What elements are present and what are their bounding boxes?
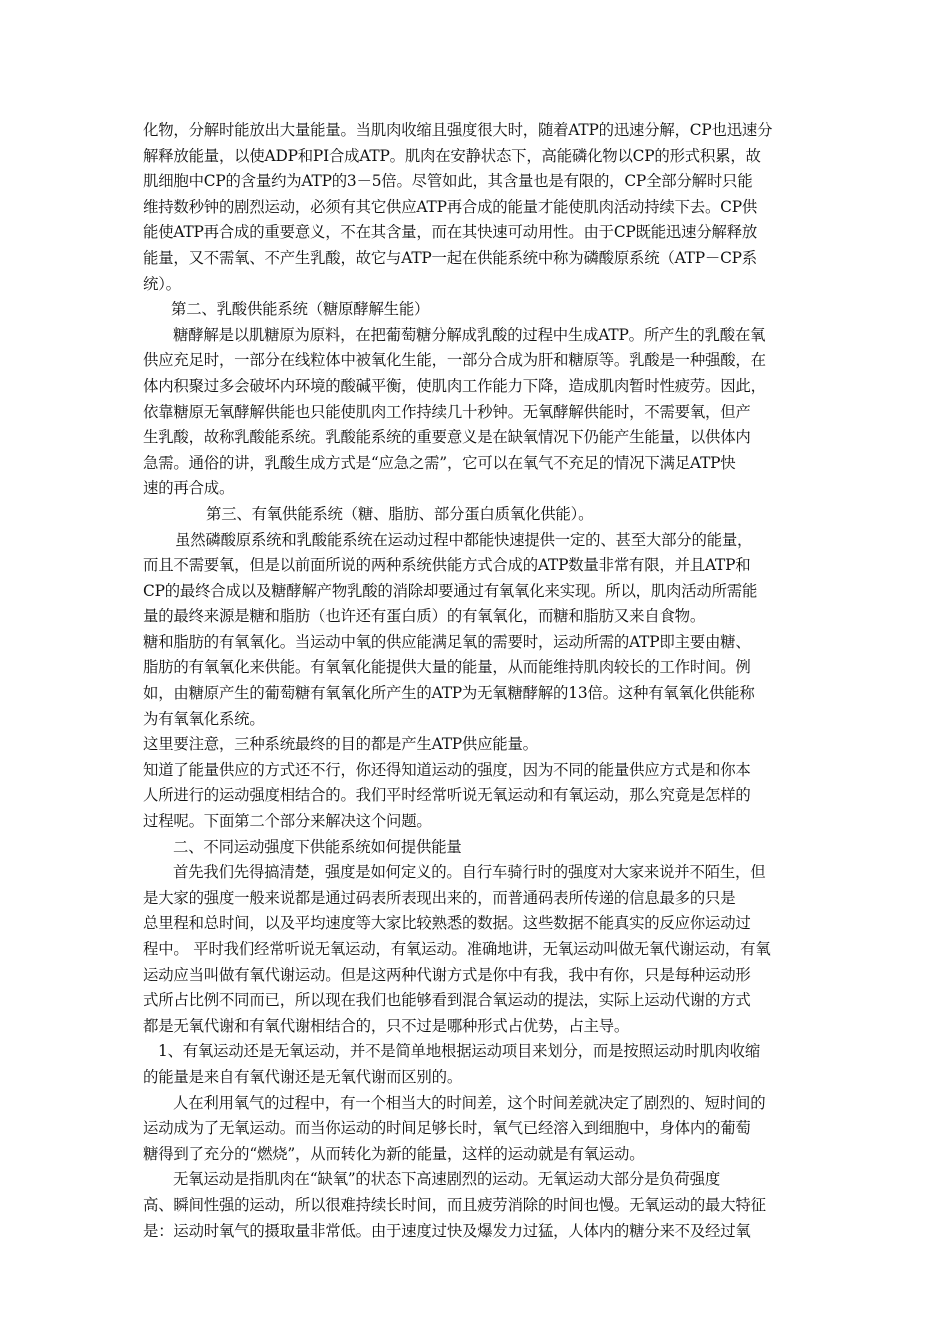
- text-line: 脂肪的有氧氧化来供能。有氧氧化能提供大量的能量，从而能维持肌肉较长的工作时间。例: [143, 658, 751, 677]
- text-line: 无氧运动是指肌肉在“缺氧”的状态下高速剧烈的运动。无氧运动大部分是负荷强度: [173, 1170, 721, 1189]
- text-line: 这里要注意，三种系统最终的目的都是产生ATP供应能量。: [143, 735, 538, 754]
- section-heading: 第二、乳酸供能系统（糖原酵解生能）: [171, 300, 430, 319]
- text-line: 糖和脂肪的有氧氧化。当运动中氧的供应能满足氧的需要时，运动所需的ATP即主要由糖、: [143, 632, 751, 651]
- text-line: 生乳酸，故称乳酸能系统。乳酸能系统的重要意义是在缺氧情况下仍能产生能量，以供体内: [143, 428, 751, 447]
- text-line: 供应充足时，一部分在线粒体中被氧化生能，一部分合成为肝和糖原等。乳酸是一种强酸，在: [143, 351, 766, 370]
- text-line: 是大家的强度一般来说都是通过码表所表现出来的，而普通码表所传递的信息最多的只是: [143, 888, 736, 907]
- text-line: 化物，分解时能放出大量能量。当肌肉收缩且强度很大时，随着ATP的迅速分解，CP也迅速分: [143, 121, 773, 139]
- text-line: 运动应当叫做有氧代谢运动。但是这两种代谢方式是你中有我，我中有你，只是每种运动形: [143, 965, 751, 984]
- text-line: 高、瞬间性强的运动，所以很难持续长时间，而且疲劳消除的时间也慢。无氧运动的最大特征: [143, 1195, 766, 1214]
- text-line: 虽然磷酸原系统和乳酸能系统在运动过程中都能快速提供一定的、甚至大部分的能量，: [175, 530, 753, 549]
- text-line: 而且不需要氧，但是以前面所说的两种系统供能方式合成的ATP数量非常有限，并且ATP和: [143, 556, 751, 575]
- text-line: 速的再合成。: [143, 479, 235, 498]
- text-line: 体内积聚过多会破坏内环境的酸碱平衡，使肌肉工作能力下降，造成肌肉暂时性疲劳。因此，: [143, 376, 766, 395]
- text-line: 知道了能量供应的方式还不行，你还得知道运动的强度，因为不同的能量供应方式是和你本: [143, 760, 751, 779]
- text-line: 是：运动时氧气的摄取量非常低。由于速度过快及爆发力过猛，人体内的糖分来不及经过氧: [143, 1221, 751, 1240]
- text-line: 量的最终来源是糖和脂肪（也许还有蛋白质）的有氧氧化，而糖和脂肪又来自食物。: [143, 607, 706, 626]
- text-line: 程中。 平时我们经常听说无氧运动，有氧运动。准确地讲，无氧运动叫做无氧代谢运动，有氧: [143, 940, 771, 958]
- text-line: 能使ATP再合成的重要意义，不在其含量，而在其快速可动用性。由于CP既能迅速分解释放: [143, 223, 758, 242]
- text-line: CP的最终合成以及糖酵解产物乳酸的消除却要通过有氧氧化来实现。所以，肌肉活动所需能: [143, 581, 758, 600]
- text-line: 为有氧氧化系统。: [143, 709, 265, 728]
- text-line: 过程呢。下面第二个部分来解决这个问题。: [143, 812, 432, 831]
- text-line: 首先我们先得搞清楚，强度是如何定义的。自行车骑行时的强度对大家来说并不陌生，但: [173, 863, 766, 882]
- text-line: 人所进行的运动强度相结合的。我们平时经常听说无氧运动和有氧运动，那么究竟是怎样的: [143, 786, 751, 805]
- text-line: 1、有氧运动还是无氧运动，并不是简单地根据运动项目来划分，而是按照运动时肌肉收缩: [158, 1042, 761, 1061]
- text-line: 肌细胞中CP的含量约为ATP的3－5倍。尽管如此，其含量也是有限的，CP全部分解时只能: [143, 172, 753, 191]
- text-line: 解释放能量，以使ADP和PI合成ATP。肌肉在安静状态下，高能磷化物以CP的形式积累，故: [143, 146, 761, 165]
- text-line: 糖酵解是以肌糖原为原料，在把葡萄糖分解成乳酸的过程中生成ATP。所产生的乳酸在氧: [173, 325, 766, 344]
- text-line: 人在利用氧气的过程中，有一个相当大的时间差，这个时间差就决定了剧烈的、短时间的: [173, 1093, 766, 1112]
- section-heading: 第三、有氧供能系统（糖、脂肪、部分蛋白质氧化供能）。: [206, 504, 594, 523]
- document-body: [143, 118, 807, 1244]
- text-line: 急需。通俗的讲，乳酸生成方式是“应急之需”，它可以在氧气不充足的情况下满足ATP快: [143, 453, 736, 472]
- text-line: 统）。: [143, 274, 181, 293]
- text-line: 糖得到了充分的“燃烧”，从而转化为新的能量，这样的运动就是有氧运动。: [143, 1144, 645, 1163]
- text-line: 都是无氧代谢和有氧代谢相结合的，只不过是哪种形式占优势，占主导。: [143, 1016, 630, 1035]
- text-line: 维持数秒钟的剧烈运动，必须有其它供应ATP再合成的能量才能使肌肉活动持续下去。CP供: [143, 197, 758, 216]
- text-line: 运动成为了无氧运动。而当你运动的时间足够长时，氧气已经溶入到细胞中，身体内的葡萄: [143, 1119, 751, 1138]
- section-heading: 二、不同运动强度下供能系统如何提供能量: [173, 837, 462, 856]
- text-line: 总里程和总时间，以及平均速度等大家比较熟悉的数据。这些数据不能真实的反应你运动过: [143, 914, 751, 933]
- text-line: 的能量是来自有氧代谢还是无氧代谢而区别的。: [143, 1067, 463, 1086]
- text-line: 如，由糖原产生的葡萄糖有氧氧化所产生的ATP为无氧糖酵解的13倍。这种有氧氧化供能称: [143, 684, 755, 703]
- text-line: 依靠糖原无氧酵解供能也只能使肌肉工作持续几十秒钟。无氧酵解供能时，不需要氧，但产: [143, 402, 751, 421]
- text-line: 能量，又不需氧、不产生乳酸，故它与ATP一起在供能系统中称为磷酸原系统（ATP－CP系: [143, 248, 757, 267]
- text-line: 式所占比例不同而已，所以现在我们也能够看到混合氧运动的提法，实际上运动代谢的方式: [143, 991, 751, 1010]
